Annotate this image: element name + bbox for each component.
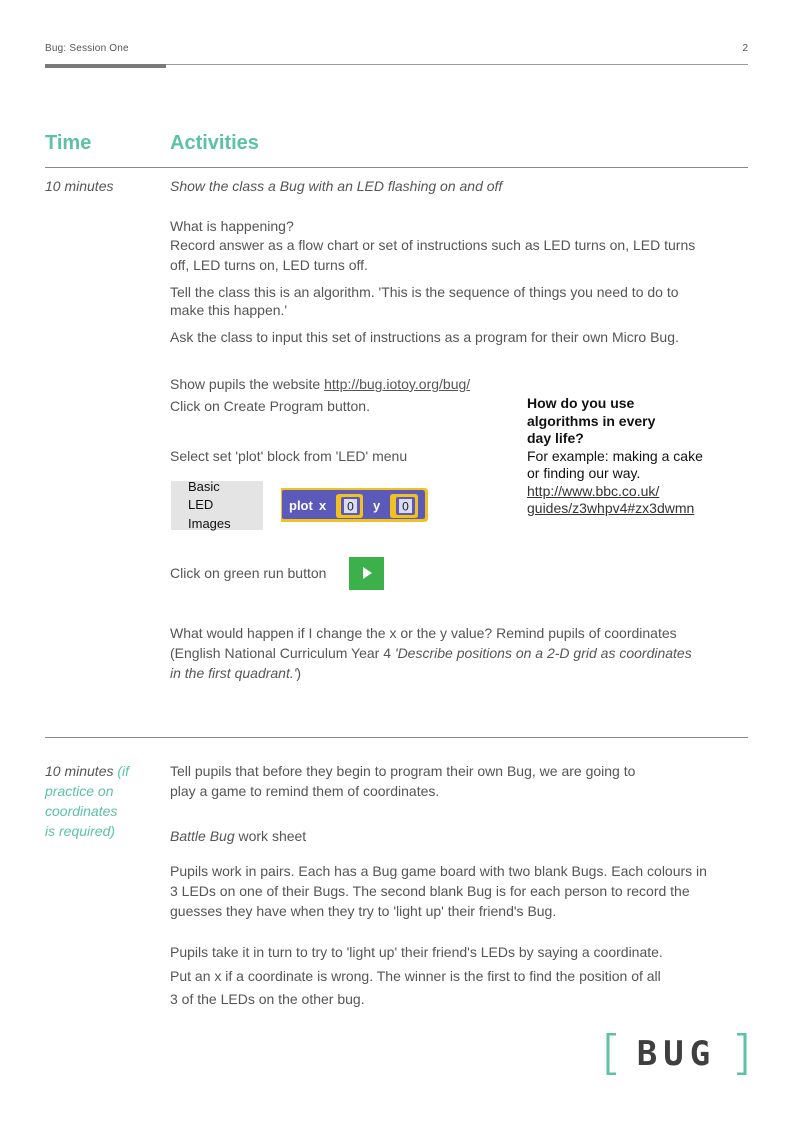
play-icon <box>362 567 372 579</box>
menu-item-images: Images <box>188 516 231 531</box>
bbc-link-line2[interactable]: guides/z3whpv4#zx3dwmn <box>527 500 695 516</box>
row1-record-line2: off, LED turns on, LED turns off. <box>170 257 368 273</box>
row1-what-line2 <box>170 643 692 663</box>
row2-time-line3: coordinates <box>45 803 118 819</box>
callout-example-line2: or finding our way. <box>527 465 641 481</box>
row2-putx-line1: Put an x if a coordinate is wrong. The winner is the first to find the position of all <box>170 968 661 984</box>
blockly-category-menu <box>171 481 263 530</box>
bbc-link-line1[interactable]: http://www.bbc.co.uk/ <box>527 482 660 499</box>
curriculum-quote-end: in the first quadrant.' <box>170 665 297 681</box>
table-header-rule <box>45 167 748 168</box>
curriculum-prefix: (English National Curriculum Year 4 <box>170 645 395 661</box>
row1-what-line1: What would happen if I change the x or the y value? Remind pupils of coordinates <box>170 625 677 641</box>
row1-question: What is happening? <box>170 218 294 234</box>
row1-click-create: Click on Create Program button. <box>170 398 370 414</box>
row2-time-line2: practice on <box>45 783 114 799</box>
bug-logo <box>606 1033 748 1075</box>
row2-time-duration: 10 minutes <box>45 763 114 779</box>
plot-keyword: plot <box>289 498 313 513</box>
plot-x-value[interactable]: 0 <box>347 499 354 514</box>
curriculum-close: ) <box>296 665 302 681</box>
row2-time-line1 <box>45 761 129 781</box>
column-heading-activities: Activities <box>170 132 259 154</box>
menu-item-led: LED <box>188 497 214 512</box>
row2-pairs-line2: 3 LEDs on one of their Bugs. The second blank Bug is for each person to record the <box>170 883 690 899</box>
callout-example-line1: For example: making a cake <box>527 447 703 464</box>
worksheet-title: Battle Bug <box>170 828 235 844</box>
row1-ask: Ask the class to input this set of instructions as a program for their own Micro Bug. <box>170 329 679 345</box>
row-divider <box>45 737 748 738</box>
row1-click-run: Click on green run button <box>170 565 327 581</box>
plot-block <box>278 484 432 526</box>
row2-time-if: (if <box>117 763 130 779</box>
callout-question-line1: How do you use <box>527 395 635 411</box>
row2-time-line4: is required) <box>45 823 116 839</box>
green-run-button[interactable] <box>349 557 384 590</box>
row2-putx-line2: 3 of the LEDs on the other bug. <box>170 991 365 1007</box>
menu-item-basic: Basic <box>188 479 220 494</box>
bug-website-link[interactable]: http://bug.iotoy.org/bug/ <box>324 376 471 392</box>
callout-question-line2: algorithms in every <box>527 412 656 429</box>
algorithms-callout <box>527 395 727 518</box>
row1-what-line3 <box>170 663 301 683</box>
row2-tell-line2: play a game to remind them of coordinates. <box>170 783 440 799</box>
row2-worksheet <box>170 826 306 846</box>
document-header-title: Bug: Session One <box>45 43 129 54</box>
row1-website-line <box>170 374 470 394</box>
header-accent-bar <box>45 64 166 68</box>
page-number: 2 <box>742 43 748 54</box>
website-prefix: Show pupils the website <box>170 376 325 392</box>
callout-question-line3: day life? <box>527 430 584 446</box>
row1-tell-line1: Tell the class this is an algorithm. 'This is the sequence of things you need to do to <box>170 284 679 300</box>
bug-logo-text: BUG <box>636 1034 717 1074</box>
row1-select-block: Select set 'plot' block from 'LED' menu <box>170 448 408 464</box>
row2-pairs-line3: guesses they have when they try to 'light up' their friend's Bug. <box>170 903 557 919</box>
plot-y-value[interactable]: 0 <box>402 499 409 514</box>
row1-time: 10 minutes <box>45 178 114 194</box>
column-heading-time: Time <box>45 132 92 154</box>
row2-turns: Pupils take it in turn to try to 'light up' their friend's LEDs by saying a coordinate. <box>170 944 663 960</box>
plot-x-label: x <box>319 498 327 513</box>
row1-tell-line2: make this happen.' <box>170 302 288 318</box>
row2-tell-line1: Tell pupils that before they begin to program their own Bug, we are going to <box>170 763 636 779</box>
row2-pairs-line1: Pupils work in pairs. Each has a Bug game board with two blank Bugs. Each colours in <box>170 863 707 879</box>
row1-show-bug: Show the class a Bug with an LED flashing on and off <box>170 178 503 194</box>
plot-y-label: y <box>373 498 381 513</box>
row1-record-line1: Record answer as a flow chart or set of instructions such as LED turns on, LED turns <box>170 237 696 253</box>
curriculum-quote-start: 'Describe positions on a 2-D grid as coordinates <box>394 645 692 661</box>
worksheet-suffix: work sheet <box>234 828 307 844</box>
